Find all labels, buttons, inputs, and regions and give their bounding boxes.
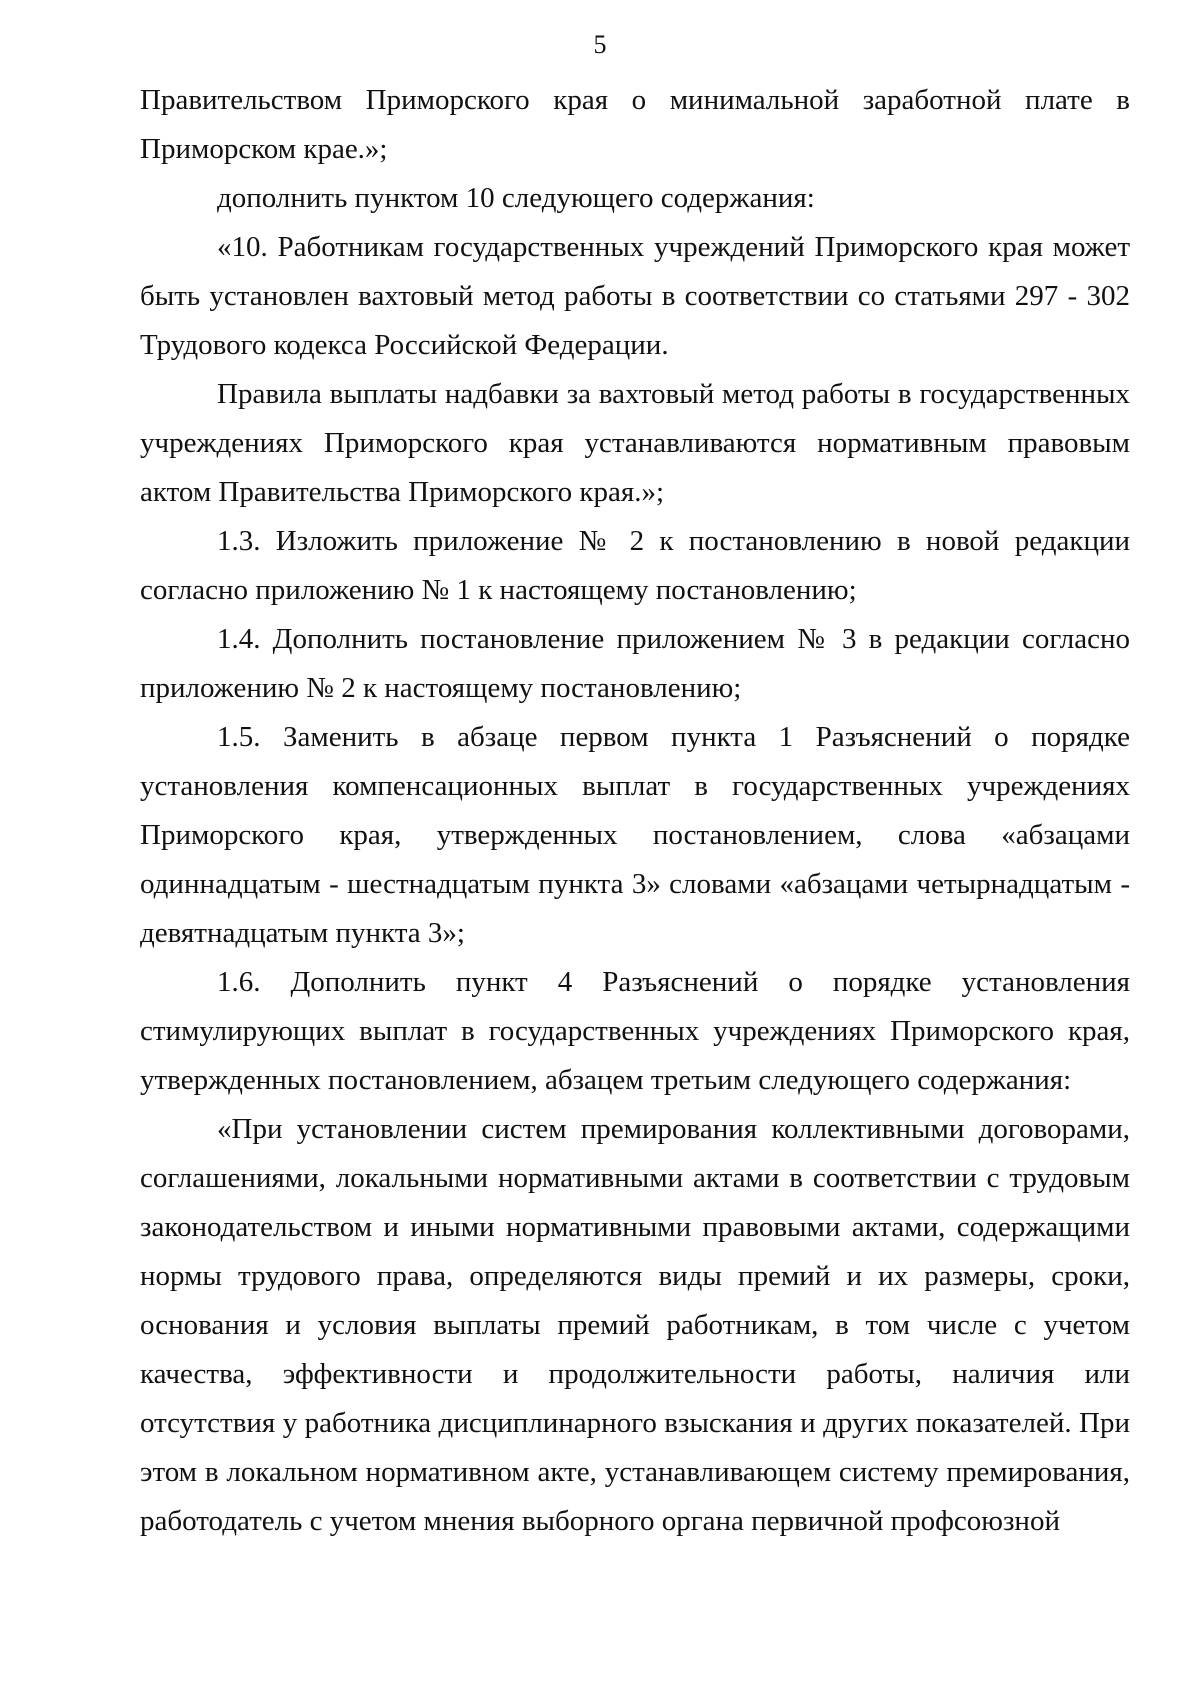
paragraph-item-1-5: 1.5. Заменить в абзаце первом пункта 1 Разъяснений о порядке установления компенсационных выплат в государственных учреждениях Приморского края, утвержденных постановлением, слова «абзацами одиннадцатым - шестнадцатым пункта 3» словами «абзацами четырнадцатым - девятнадцатым пункта 3»; [140,721,1130,949]
paragraph-bonus-systems-quote: «При установлении систем премирования коллективными договорами, соглашениями, локальными нормативными актами в соответствии с трудовым законодательством и иными нормативными правовыми актами, содержащими нормы трудового права, определяются виды премий и их размеры, сроки, основания и условия выплаты премий работникам, в том числе с учетом качества, эффективности и продолжительности работы, наличия или отсутствия у работника дисциплинарного взыскания и других показателей. При этом в локальном нормативном акте, устанавливающем систему премирования, работодатель с учетом мнения выборного органа первичной профсоюзной [140,1113,1130,1537]
page-number: 5 [593,30,607,59]
paragraph-shift-allowance-rules: Правила выплаты надбавки за вахтовый метод работы в государственных учреждениях Приморского края устанавливаются нормативным правовым актом Правительства Приморского края.»; [140,378,1130,508]
document-body [140,76,1130,1546]
paragraph-add-point-10: дополнить пунктом 10 следующего содержания: [217,182,815,214]
paragraph-item-1-3: 1.3. Изложить приложение № 2 к постановлению в новой редакции согласно приложению № 1 к настоящему постановлению; [140,525,1130,606]
paragraph-point-10-text: «10. Работникам государственных учреждений Приморского края может быть установлен вахтовый метод работы в соответствии со статьями 297 - 302 Трудового кодекса Российской Федерации. [140,231,1130,361]
paragraph-item-1-4: 1.4. Дополнить постановление приложением № 3 в редакции согласно приложению № 2 к настоящему постановлению; [140,623,1130,704]
paragraph-item-1-6: 1.6. Дополнить пункт 4 Разъяснений о порядке установления стимулирующих выплат в государственных учреждениях Приморского края, утвержденных постановлением, абзацем третьим следующего содержания: [140,966,1130,1096]
paragraph-continuation: Правительством Приморского края о минимальной заработной плате в Приморском крае.»; [140,84,1130,165]
